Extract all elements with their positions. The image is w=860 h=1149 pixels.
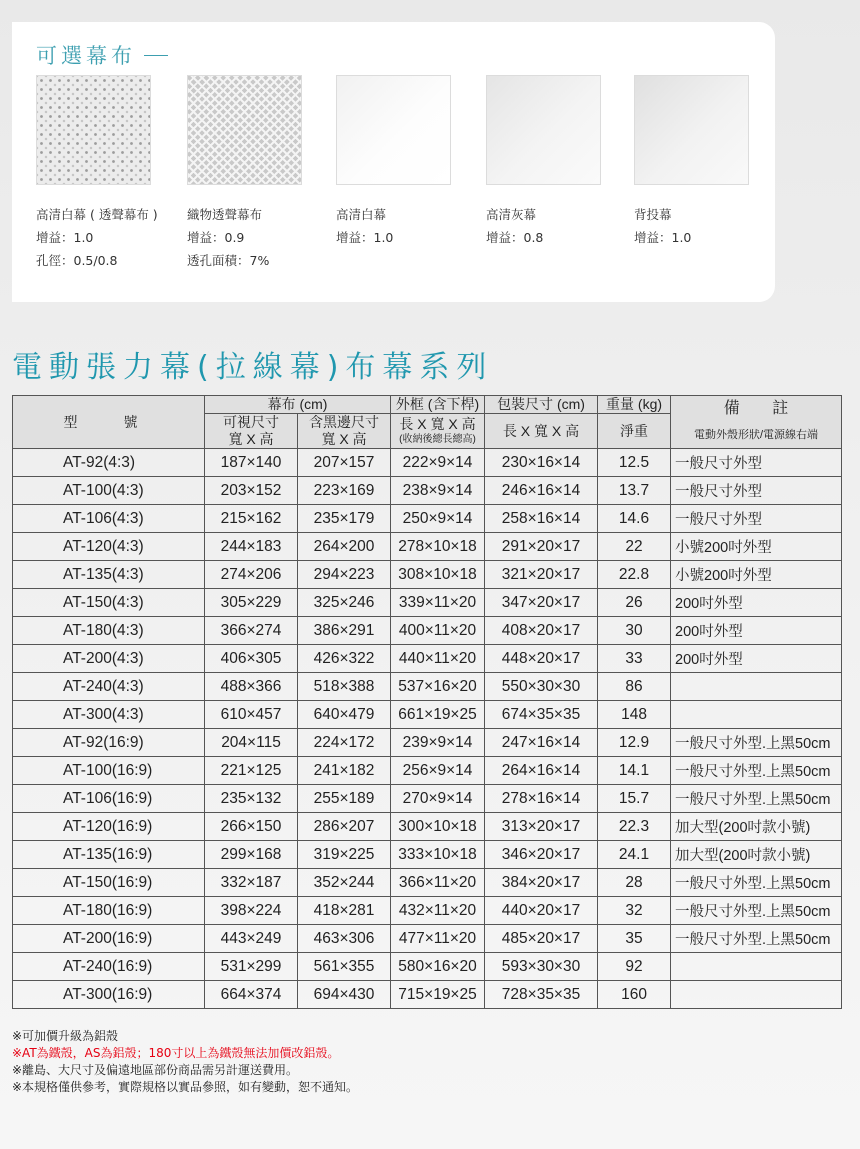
fabric-swatch-rear-projection (634, 75, 749, 185)
cell-model: AT-135(16:9) (13, 841, 205, 869)
cell-visible-size: 332×187 (205, 869, 298, 897)
cell-package-size: 291×20×17 (485, 533, 598, 561)
cell-model: AT-106(16:9) (13, 785, 205, 813)
cell-net-weight: 148 (598, 701, 671, 729)
cell-visible-size: 531×299 (205, 953, 298, 981)
cell-package-size: 258×16×14 (485, 505, 598, 533)
cell-note: 一般尺寸外型 (671, 449, 842, 477)
cell-net-weight: 92 (598, 953, 671, 981)
footnotes (12, 1028, 358, 1096)
cell-net-weight: 22.3 (598, 813, 671, 841)
header-weight: 重量 (kg) (598, 396, 671, 414)
cell-frame-size: 308×10×18 (391, 561, 485, 589)
header-visible-size: 可視尺寸 寬 X 高 (205, 414, 298, 449)
cell-note (671, 953, 842, 981)
header-frame-dim: 長 X 寬 X 高 (收納後總長總高) (391, 414, 485, 449)
cell-net-weight: 12.9 (598, 729, 671, 757)
table-row (13, 897, 842, 925)
cell-black-border-size: 235×179 (298, 505, 391, 533)
cell-package-size: 247×16×14 (485, 729, 598, 757)
cell-note (671, 701, 842, 729)
cell-visible-size: 221×125 (205, 757, 298, 785)
cell-frame-size: 366×11×20 (391, 869, 485, 897)
cell-visible-size: 274×206 (205, 561, 298, 589)
cell-note: 一般尺寸外型.上黑50cm (671, 757, 842, 785)
footnote-warning: ※AT為鐵殼，AS為鋁殼；180寸以上為鐵殼無法加價改鋁殼。 (12, 1046, 340, 1060)
cell-frame-size: 222×9×14 (391, 449, 485, 477)
cell-net-weight: 26 (598, 589, 671, 617)
cell-model: AT-150(4:3) (13, 589, 205, 617)
header-model: 型 號 (13, 396, 205, 449)
cell-black-border-size: 224×172 (298, 729, 391, 757)
cell-package-size: 347×20×17 (485, 589, 598, 617)
cell-frame-size: 339×11×20 (391, 589, 485, 617)
cell-visible-size: 443×249 (205, 925, 298, 953)
cell-black-border-size: 319×225 (298, 841, 391, 869)
table-row (13, 589, 842, 617)
header-frame: 外框 (含下桿) (391, 396, 485, 414)
series-title: 電動張力幕(拉線幕)布幕系列 (12, 350, 494, 385)
cell-black-border-size: 286×207 (298, 813, 391, 841)
cell-package-size: 384×20×17 (485, 869, 598, 897)
cell-frame-size: 661×19×25 (391, 701, 485, 729)
cell-visible-size: 203×152 (205, 477, 298, 505)
cell-package-size: 593×30×30 (485, 953, 598, 981)
cell-visible-size: 610×457 (205, 701, 298, 729)
fabric-section-title: 可選幕布 (36, 40, 168, 70)
cell-package-size: 408×20×17 (485, 617, 598, 645)
table-row (13, 981, 842, 1009)
title-dash (144, 55, 168, 56)
cell-net-weight: 12.5 (598, 449, 671, 477)
cell-net-weight: 32 (598, 897, 671, 925)
cell-note: 200吋外型 (671, 617, 842, 645)
cell-note: 一般尺寸外型.上黑50cm (671, 785, 842, 813)
fabric-spec: 高清灰幕 增益：0.8 (486, 207, 544, 245)
cell-visible-size: 235×132 (205, 785, 298, 813)
cell-note: 小號200吋外型 (671, 561, 842, 589)
cell-note: 小號200吋外型 (671, 533, 842, 561)
table-row (13, 645, 842, 673)
table-row (13, 785, 842, 813)
cell-frame-size: 300×10×18 (391, 813, 485, 841)
table-row (13, 673, 842, 701)
cell-package-size: 278×16×14 (485, 785, 598, 813)
cell-note: 200吋外型 (671, 589, 842, 617)
table-row (13, 477, 842, 505)
fabric-spec: 高清白幕 增益：1.0 (336, 207, 394, 245)
cell-note: 一般尺寸外型.上黑50cm (671, 869, 842, 897)
table-row (13, 729, 842, 757)
cell-net-weight: 13.7 (598, 477, 671, 505)
cell-net-weight: 22 (598, 533, 671, 561)
table-row (13, 953, 842, 981)
fabric-spec: 織物透聲幕布 增益：0.9 透孔面積：7% (187, 207, 270, 268)
cell-black-border-size: 561×355 (298, 953, 391, 981)
fabric-swatch-hd-grey (486, 75, 601, 185)
cell-visible-size: 398×224 (205, 897, 298, 925)
cell-model: AT-92(16:9) (13, 729, 205, 757)
cell-visible-size: 299×168 (205, 841, 298, 869)
cell-net-weight: 160 (598, 981, 671, 1009)
cell-note: 一般尺寸外型 (671, 505, 842, 533)
cell-frame-size: 250×9×14 (391, 505, 485, 533)
cell-black-border-size: 418×281 (298, 897, 391, 925)
table-row (13, 561, 842, 589)
cell-model: AT-106(4:3) (13, 505, 205, 533)
cell-frame-size: 278×10×18 (391, 533, 485, 561)
cell-package-size: 313×20×17 (485, 813, 598, 841)
footnote: ※可加價升級為鋁殼 (12, 1029, 119, 1043)
cell-black-border-size: 241×182 (298, 757, 391, 785)
cell-visible-size: 406×305 (205, 645, 298, 673)
cell-model: AT-300(16:9) (13, 981, 205, 1009)
cell-visible-size: 187×140 (205, 449, 298, 477)
cell-model: AT-240(16:9) (13, 953, 205, 981)
cell-net-weight: 30 (598, 617, 671, 645)
cell-net-weight: 14.1 (598, 757, 671, 785)
cell-visible-size: 366×274 (205, 617, 298, 645)
cell-black-border-size: 463×306 (298, 925, 391, 953)
cell-note: 一般尺寸外型 (671, 477, 842, 505)
cell-package-size: 550×30×30 (485, 673, 598, 701)
cell-black-border-size: 294×223 (298, 561, 391, 589)
cell-net-weight: 86 (598, 673, 671, 701)
cell-black-border-size: 223×169 (298, 477, 391, 505)
cell-net-weight: 28 (598, 869, 671, 897)
cell-net-weight: 15.7 (598, 785, 671, 813)
cell-black-border-size: 255×189 (298, 785, 391, 813)
cell-model: AT-120(4:3) (13, 533, 205, 561)
cell-black-border-size: 640×479 (298, 701, 391, 729)
table-row (13, 533, 842, 561)
cell-frame-size: 715×19×25 (391, 981, 485, 1009)
table-row (13, 617, 842, 645)
cell-visible-size: 266×150 (205, 813, 298, 841)
table-row (13, 813, 842, 841)
cell-note (671, 673, 842, 701)
cell-package-size: 246×16×14 (485, 477, 598, 505)
cell-visible-size: 488×366 (205, 673, 298, 701)
cell-model: AT-100(16:9) (13, 757, 205, 785)
cell-package-size: 346×20×17 (485, 841, 598, 869)
cell-frame-size: 238×9×14 (391, 477, 485, 505)
cell-black-border-size: 426×322 (298, 645, 391, 673)
cell-package-size: 264×16×14 (485, 757, 598, 785)
cell-model: AT-92(4:3) (13, 449, 205, 477)
cell-note (671, 981, 842, 1009)
cell-note: 一般尺寸外型.上黑50cm (671, 897, 842, 925)
footnote: ※本規格僅供參考，實際規格以實品參照，如有變動，恕不通知。 (12, 1080, 359, 1094)
spec-table (12, 395, 842, 1009)
cell-frame-size: 432×11×20 (391, 897, 485, 925)
cell-frame-size: 239×9×14 (391, 729, 485, 757)
cell-black-border-size: 386×291 (298, 617, 391, 645)
cell-model: AT-150(16:9) (13, 869, 205, 897)
table-row (13, 701, 842, 729)
cell-package-size: 728×35×35 (485, 981, 598, 1009)
header-note: 備 註 電動外殼形狀/電源線右端 (671, 396, 842, 449)
table-row (13, 449, 842, 477)
cell-model: AT-100(4:3) (13, 477, 205, 505)
cell-frame-size: 537×16×20 (391, 673, 485, 701)
cell-net-weight: 24.1 (598, 841, 671, 869)
cell-visible-size: 215×162 (205, 505, 298, 533)
cell-net-weight: 14.6 (598, 505, 671, 533)
header-net-weight: 淨重 (598, 414, 671, 449)
cell-package-size: 485×20×17 (485, 925, 598, 953)
cell-net-weight: 33 (598, 645, 671, 673)
cell-frame-size: 580×16×20 (391, 953, 485, 981)
cell-black-border-size: 694×430 (298, 981, 391, 1009)
cell-black-border-size: 352×244 (298, 869, 391, 897)
cell-visible-size: 305×229 (205, 589, 298, 617)
table-row (13, 757, 842, 785)
cell-package-size: 674×35×35 (485, 701, 598, 729)
cell-note: 加大型(200吋款小號) (671, 841, 842, 869)
cell-frame-size: 270×9×14 (391, 785, 485, 813)
header-screen: 幕布 (cm) (205, 396, 391, 414)
cell-note: 加大型(200吋款小號) (671, 813, 842, 841)
cell-net-weight: 22.8 (598, 561, 671, 589)
cell-model: AT-180(16:9) (13, 897, 205, 925)
cell-package-size: 448×20×17 (485, 645, 598, 673)
cell-visible-size: 244×183 (205, 533, 298, 561)
fabric-swatch-hd-white (336, 75, 451, 185)
cell-package-size: 440×20×17 (485, 897, 598, 925)
cell-frame-size: 256×9×14 (391, 757, 485, 785)
cell-net-weight: 35 (598, 925, 671, 953)
cell-frame-size: 400×11×20 (391, 617, 485, 645)
fabric-spec: 背投幕 增益：1.0 (634, 207, 692, 245)
cell-black-border-size: 207×157 (298, 449, 391, 477)
header-black-border-size: 含黑邊尺寸 寬 X 高 (298, 414, 391, 449)
cell-black-border-size: 518×388 (298, 673, 391, 701)
fabric-spec: 高清白幕 ( 透聲幕布 ) 增益：1.0 孔徑：0.5/0.8 (36, 207, 158, 268)
cell-black-border-size: 264×200 (298, 533, 391, 561)
cell-package-size: 230×16×14 (485, 449, 598, 477)
cell-model: AT-240(4:3) (13, 673, 205, 701)
cell-black-border-size: 325×246 (298, 589, 391, 617)
cell-visible-size: 204×115 (205, 729, 298, 757)
cell-model: AT-120(16:9) (13, 813, 205, 841)
table-row (13, 925, 842, 953)
cell-model: AT-180(4:3) (13, 617, 205, 645)
cell-note: 一般尺寸外型.上黑50cm (671, 925, 842, 953)
fabric-swatch-woven (187, 75, 302, 185)
cell-note: 一般尺寸外型.上黑50cm (671, 729, 842, 757)
fabric-swatch-perforated-white (36, 75, 151, 185)
table-row (13, 869, 842, 897)
header-package: 包裝尺寸 (cm) (485, 396, 598, 414)
cell-package-size: 321×20×17 (485, 561, 598, 589)
table-row (13, 841, 842, 869)
cell-frame-size: 333×10×18 (391, 841, 485, 869)
cell-model: AT-135(4:3) (13, 561, 205, 589)
table-row (13, 505, 842, 533)
cell-visible-size: 664×374 (205, 981, 298, 1009)
cell-model: AT-300(4:3) (13, 701, 205, 729)
header-package-dim: 長 X 寬 X 高 (485, 414, 598, 449)
cell-model: AT-200(4:3) (13, 645, 205, 673)
footnote: ※離島、大尺寸及偏遠地區部份商品需另計運送費用。 (12, 1063, 299, 1077)
spec-table-body (13, 449, 842, 1009)
cell-model: AT-200(16:9) (13, 925, 205, 953)
cell-note: 200吋外型 (671, 645, 842, 673)
cell-frame-size: 477×11×20 (391, 925, 485, 953)
cell-frame-size: 440×11×20 (391, 645, 485, 673)
